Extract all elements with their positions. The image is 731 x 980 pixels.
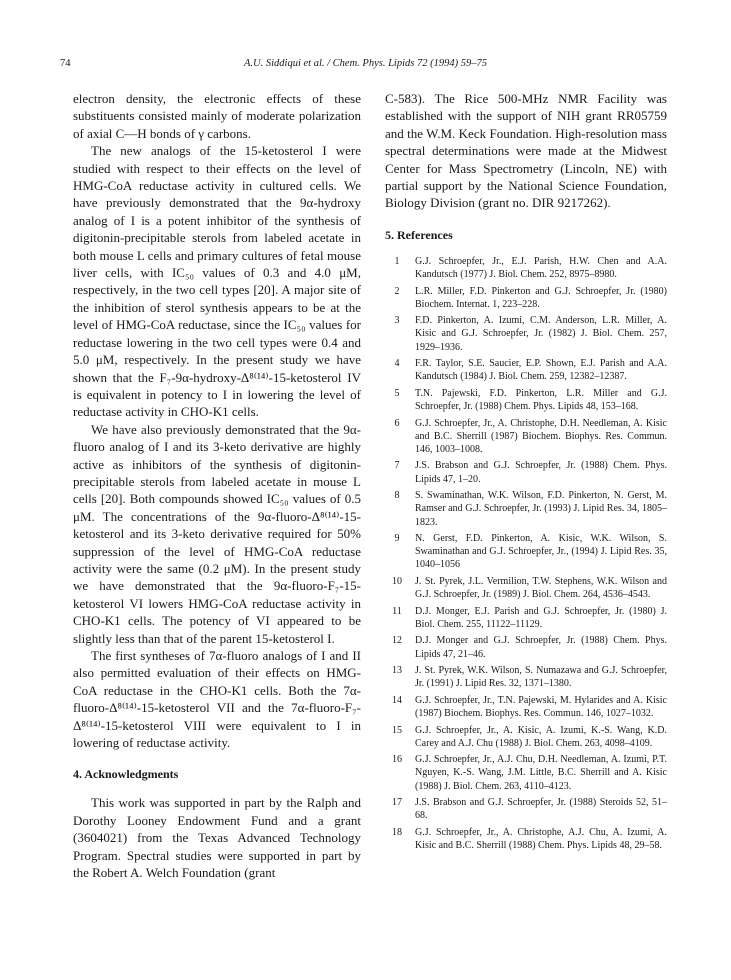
left-column — [73, 90, 361, 881]
reference-number: 17 — [392, 797, 402, 809]
references-heading: 5. References — [385, 227, 453, 242]
reference-number: 15 — [392, 724, 402, 736]
reference-number: 12 — [392, 635, 402, 647]
reference-number: 6 — [394, 417, 400, 429]
reference-list — [385, 255, 667, 852]
reference-number: 14 — [392, 694, 402, 706]
reference-item — [385, 753, 667, 793]
reference-text: D.J. Monger and G.J. Schroepfer, Jr. (1988) Chem. Phys. Lipids 47, 21–46. — [415, 635, 667, 660]
reference-text: G.J. Schroepfer, Jr., A. Christophe, A.J. Chu, A. Izumi, A. Kisic and B.C. Sherrill (1988) Chem. Phys. Lipids 48, 29–58. — [415, 826, 667, 852]
reference-number: 11 — [392, 605, 402, 617]
reference-item — [385, 694, 667, 720]
reference-item — [385, 285, 667, 311]
reference-text: G.J. Schroepfer, Jr., A. Christophe, D.H. Needleman, A. Kisic and B.C. Sherrill (1987) Biochem. Biophys. Res. Commun. 146, 1003–1008. — [415, 417, 667, 455]
reference-number: 10 — [392, 575, 402, 587]
reference-item — [385, 826, 667, 852]
reference-text: J.S. Brabson and G.J. Schroepfer, Jr. (1988) Chem. Phys. Lipids 47, 1–20. — [415, 460, 667, 485]
reference-number: 2 — [394, 285, 400, 297]
body-paragraph: The new analogs of the 15-ketosterol I were studied with respect to their effects on the level of HMG-CoA reductase activity in cultured cells. We have previously demonstrated that the 9α-hydroxy analog of I is a potent inhibitor of the synthesis of digitonin-precipitable sterols from labeled acetate in both mouse L cells and primary cultures of fetal mouse liver cells, with IC₅₀ values of 0.3 and 4.0 μM, respectively, in the two cell types [20]. A major site of the inhibition of sterol synthesis appears to be at the level of HMG-CoA reductase, since the IC₅₀ values for reductase lowering in the two cell types were 0.4 and 5.0 μM, respectively. In the present study we have shown that the F₇-9α-hydroxy-Δ⁸⁽¹⁴⁾-15-ketosterol IV is equivalent in potency to I in lowering the level of reductase activity in CHO-K1 cells. — [73, 143, 361, 420]
reference-number: 16 — [392, 754, 402, 766]
reference-text: J. St. Pyrek, W.K. Wilson, S. Numazawa and G.J. Schroepfer, Jr. (1991) J. Lipid Res. 32, 1371–1380. — [415, 665, 667, 690]
body-paragraph: electron density, the electronic effects of these substituents consisted mainly of moderate polarization of axial C—H bonds of γ carbons. — [73, 91, 361, 141]
reference-number: 5 — [394, 387, 400, 399]
acknowledgments-continued: C-583). The Rice 500-MHz NMR Facility was established with the support of NIH grant RR05759 and the W.M. Keck Foundation. High-resolution mass spectral determinations were made at the Midwest Center for Mass Spectrometry (Lincoln, NE) with partial support by the National Science Foundation, Biology Division (grant no. DIR 9217262). — [385, 91, 667, 211]
reference-text: G.J. Schroepfer, Jr., A. Kisic, A. Izumi, K.-S. Wang, K.D. Carey and A.J. Chu (1988) J. Biol. Chem. 263, 4098–4109. — [415, 724, 667, 749]
reference-item — [385, 796, 667, 822]
reference-number: 4 — [394, 358, 400, 370]
reference-item — [385, 532, 667, 572]
reference-text: G.J. Schroepfer, Jr., T.N. Pajewski, M. Hylarides and A. Kisic (1987) Biochem. Biophys. Res. Commun. 146, 1027–1032. — [415, 694, 667, 719]
reference-number: 8 — [394, 490, 400, 502]
page-number: 74 — [60, 58, 71, 69]
running-title: A.U. Siddiqui et al. / Chem. Phys. Lipids 72 (1994) 59–75 — [244, 58, 487, 69]
reference-item — [385, 387, 667, 413]
body-paragraph: We have also previously demonstrated that the 9α-fluoro analog of I and its 3-keto derivative are highly active as inhibitors of the synthesis of digitonin-precipitable sterols from labeled acetate in mouse L cells [20]. Both compounds showed IC₅₀ values of 0.5 μM. The concentrations of the 9α-fluoro-Δ⁸⁽¹⁴⁾-15-ketosterol and its 3-keto derivative required for 50% suppression of the level of HMG-CoA reductase activity were the same (0.2 μM). In the present study we have demonstrated that the 9α-fluoro-F₇-15-ketosterol VI lowers HMG-CoA reductase activity in CHO-K1 cells. The potency of VI appeared to be slightly less than that of the parent 15-ketosterol I. — [73, 421, 361, 646]
reference-text: N. Gerst, F.D. Pinkerton, A. Kisic, W.K. Wilson, S. Swaminathan and G.J. Schroepfer, Jr., (1994) J. Lipid Res. 35, 1040–1056 — [415, 533, 667, 571]
reference-item — [385, 634, 667, 660]
reference-number: 9 — [394, 533, 400, 545]
page-header — [60, 58, 671, 74]
reference-item — [385, 417, 667, 457]
reference-text: J.S. Brabson and G.J. Schroepfer, Jr. (1988) Steroids 52, 51–68. — [415, 797, 667, 822]
reference-text: F.R. Taylor, S.E. Saucier, E.P. Shown, E.J. Parish and A.A. Kandutsch (1984) J. Biol. Chem. 259, 12382–12387. — [415, 358, 667, 383]
reference-text: D.J. Monger, E.J. Parish and G.J. Schroepfer, Jr. (1980) J. Biol. Chem. 255, 11122–11129. — [415, 605, 667, 630]
reference-item — [385, 357, 667, 383]
reference-number: 3 — [394, 315, 400, 327]
reference-number: 1 — [394, 255, 400, 267]
reference-text: G.J. Schroepfer, Jr., E.J. Parish, H.W. Chen and A.A. Kandutsch (1977) J. Biol. Chem. 252, 8975–8980. — [415, 255, 667, 281]
acknowledgments-heading: 4. Acknowledgments — [73, 767, 179, 782]
body-paragraph: The first syntheses of 7α-fluoro analogs of I and II also permitted evaluation of their effects on HMG-CoA reductase in the CHO-K1 cells. Both the 7α-fluoro-Δ⁸⁽¹⁴⁾-15-ketosterol VII and the 7α-fluoro-F₇-Δ⁸⁽¹⁴⁾-15-ketosterol VIII were equivalent to I in lowering of reductase activity. — [73, 648, 361, 751]
acknowledgments-text: This work was supported in part by the Ralph and Dorothy Looney Endowment Fund and a grant (3604021) from the Texas Advanced Technology Program. Spectral studies were supported in part by the Robert A. Welch Foundation (grant — [73, 795, 361, 881]
reference-text: J. St. Pyrek, J.L. Vermilion, T.W. Stephens, W.K. Wilson and G.J. Schroepfer, Jr. (1989) J. Biol. Chem. 264, 4536–4543. — [415, 575, 667, 601]
reference-item — [385, 255, 667, 281]
reference-item — [385, 459, 667, 485]
reference-item — [385, 664, 667, 690]
reference-text: G.J. Schroepfer, Jr., A.J. Chu, D.H. Needleman, A. Izumi, P.T. Nguyen, K.-S. Wang, J.M. Little, B.C. Sherrill and A. Kisic (1988) J. Biol. Chem. 263, 4110–4123. — [415, 754, 667, 792]
reference-text: L.R. Miller, F.D. Pinkerton and G.J. Schroepfer, Jr. (1980) Biochem. Internat. 1, 223–228. — [415, 285, 667, 310]
reference-number: 7 — [394, 460, 400, 472]
reference-item — [385, 575, 667, 601]
reference-text: S. Swaminathan, W.K. Wilson, F.D. Pinkerton, N. Gerst, M. Ramser and G.J. Schroepfer, Jr. (1993) J. Lipid Res. 34, 1805–1823. — [415, 490, 667, 528]
reference-item — [385, 605, 667, 631]
reference-item — [385, 314, 667, 354]
reference-text: F.D. Pinkerton, A. Izumi, C.M. Anderson, L.R. Miller, A. Kisic and G.J. Schroepfer, Jr. (1982) J. Biol. Chem. 257, 1929–1936. — [415, 315, 667, 353]
reference-number: 18 — [392, 826, 402, 838]
right-column — [385, 90, 667, 856]
reference-item — [385, 489, 667, 529]
reference-item — [385, 724, 667, 750]
reference-text: T.N. Pajewski, F.D. Pinkerton, L.R. Miller and G.J. Schroepfer, Jr. (1988) Chem. Phys. Lipids 48, 153–168. — [415, 387, 667, 413]
reference-number: 13 — [392, 665, 402, 677]
